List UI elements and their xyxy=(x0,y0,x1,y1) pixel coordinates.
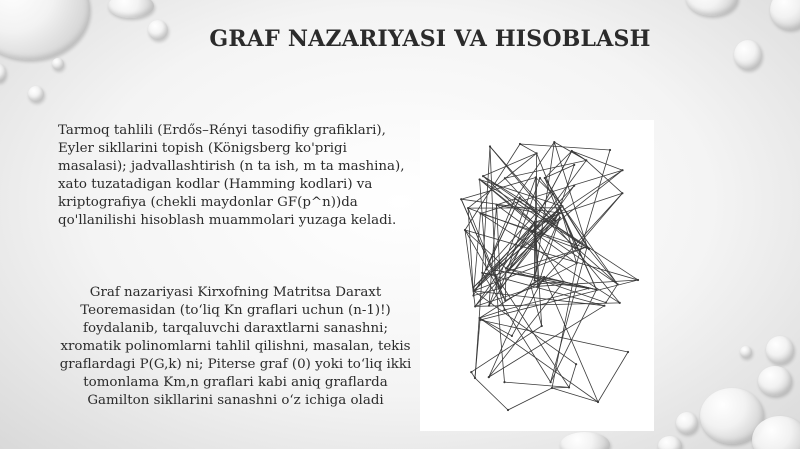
graph-vertex xyxy=(519,143,521,145)
graph-vertex xyxy=(541,325,543,327)
graph-edge xyxy=(572,151,623,170)
graph-edge xyxy=(489,306,605,377)
graph-vertex xyxy=(603,305,605,307)
water-drop-decoration xyxy=(676,412,698,434)
graph-vertex xyxy=(637,279,639,281)
water-drop-decoration xyxy=(0,64,6,82)
graph-vertex xyxy=(504,177,506,179)
graph-vertex xyxy=(503,381,505,383)
graph-vertex xyxy=(519,196,521,198)
graph-vertex xyxy=(533,221,535,223)
graph-vertex xyxy=(474,305,476,307)
graph-vertex xyxy=(588,248,590,250)
graph-vertex xyxy=(529,284,531,286)
graph-vertex xyxy=(588,287,590,289)
graph-vertex xyxy=(467,207,469,209)
water-drop-decoration xyxy=(740,346,752,358)
graph-vertex xyxy=(481,272,483,274)
graph-vertex xyxy=(504,300,506,302)
graph-vertex xyxy=(460,198,462,200)
graph-vertex xyxy=(537,285,539,287)
graph-vertex xyxy=(576,262,578,264)
graph-edge xyxy=(482,147,490,273)
graph-vertex xyxy=(472,286,474,288)
graph-edge xyxy=(520,144,537,153)
graph-edge xyxy=(508,388,552,410)
graph-vertex xyxy=(488,376,490,378)
graph-edge xyxy=(483,176,555,221)
water-drop-decoration xyxy=(766,336,794,364)
graph-edge xyxy=(552,388,598,402)
graph-vertex xyxy=(559,217,561,219)
water-drop-decoration xyxy=(28,86,44,102)
water-drop-decoration xyxy=(734,40,762,70)
water-drop-decoration xyxy=(686,0,738,16)
graph-edge xyxy=(540,178,563,206)
graph-vertex xyxy=(464,229,466,231)
graph-vertex xyxy=(586,246,588,248)
graph-vertex xyxy=(571,150,573,152)
graph-vertex xyxy=(507,270,509,272)
water-drop-decoration xyxy=(770,0,800,30)
graph-vertex xyxy=(535,176,537,178)
graph-vertex xyxy=(563,281,565,283)
graph-vertex xyxy=(561,205,563,207)
graph-vertex xyxy=(511,335,513,337)
slide-title: GRAF NAZARIYASI VA HISOBLASH xyxy=(209,26,651,52)
graph-vertex xyxy=(494,274,496,276)
graph-vertex xyxy=(479,212,481,214)
graph-edge xyxy=(486,199,515,270)
graph-vertex xyxy=(617,283,619,285)
graph-vertex xyxy=(573,185,575,187)
graph-edge xyxy=(505,382,570,387)
graph-vertex xyxy=(559,207,561,209)
water-drop-decoration xyxy=(0,0,90,60)
graph-edge xyxy=(480,280,638,320)
graph-vertex xyxy=(479,178,481,180)
graph-vertex xyxy=(514,198,516,200)
graph-vertex xyxy=(550,381,552,383)
graph-vertex xyxy=(474,377,476,379)
random-graph-image xyxy=(420,120,654,431)
graph-vertex xyxy=(479,319,481,321)
graph-vertex xyxy=(554,220,556,222)
graph-vertex xyxy=(473,290,475,292)
graph-vertex xyxy=(494,269,496,271)
graph-vertex xyxy=(505,267,507,269)
graph-vertex xyxy=(551,387,553,389)
graph-vertex xyxy=(552,193,554,195)
water-drop-decoration xyxy=(108,0,154,18)
graph-edge xyxy=(586,160,622,193)
graph-vertex xyxy=(575,363,577,365)
graph-vertex xyxy=(597,401,599,403)
graph-vertex xyxy=(595,289,597,291)
graph-vertex xyxy=(507,409,509,411)
graph-edges xyxy=(461,142,638,410)
graph-vertex xyxy=(482,175,484,177)
graph-vertex xyxy=(542,232,544,234)
random-graph-drawing xyxy=(420,120,654,431)
graph-vertex xyxy=(568,386,570,388)
paragraph-graph-theory: Graf nazariyasi Kirxofning Matritsa Daraxt Teoremasidan (toʻliq Kn graflari uchun (n-1)!) foydalanib, tarqaluvchi daraxtlarni sanashni; xromatik polinomlarni tahlil qilishni, masalan, tekis graflardagi P(G,k) ni; Piterse graf (0) yoki toʻliq ikki tomonlama Km,n graflari kabi aniq graflarda Gamilton sikllarini sanashni oʻz ichiga oladi xyxy=(59,285,412,408)
graph-vertex xyxy=(544,177,546,179)
graph-vertex xyxy=(553,141,555,143)
graph-vertex xyxy=(470,371,472,373)
graph-vertex xyxy=(489,145,491,147)
graph-vertex xyxy=(543,276,545,278)
graph-vertex xyxy=(605,302,607,304)
graph-vertex xyxy=(534,279,536,281)
graph-edge xyxy=(552,387,569,388)
graph-vertex xyxy=(609,149,611,151)
water-drop-decoration xyxy=(560,432,610,449)
graph-vertex xyxy=(488,305,490,307)
water-drop-decoration xyxy=(52,58,64,70)
graph-edge xyxy=(598,352,628,402)
graph-vertex xyxy=(627,351,629,353)
graph-edge xyxy=(505,288,589,310)
graph-vertex xyxy=(479,317,481,319)
graph-vertex xyxy=(585,159,587,161)
graph-edge xyxy=(475,378,508,410)
paragraph-applications: Tarmoq tahlili (Erdős–Rényi tasodifiy grafiklari), Eyler sikllarini topish (Königsberg ko'prigi masalasi); jadvallashtirish (n ta ish, m ta mashina), xato tuzatadigan kodlar (Hamming kodlari) va kriptografiya (chekli maydonlar GF(p^n))da qo'llanilishi hisoblash muammolari yuzaga keladi. xyxy=(58,123,405,228)
graph-vertex xyxy=(536,212,538,214)
graph-vertex xyxy=(485,268,487,270)
graph-vertex xyxy=(536,152,538,154)
graph-vertex xyxy=(621,169,623,171)
graph-vertex xyxy=(575,247,577,249)
graph-vertex xyxy=(573,164,575,166)
graph-edge xyxy=(520,144,610,150)
graph-vertex xyxy=(619,302,621,304)
graph-vertex xyxy=(530,231,532,233)
graph-vertex xyxy=(500,287,502,289)
water-drop-decoration xyxy=(758,366,792,396)
graph-vertex xyxy=(472,294,474,296)
graph-vertex xyxy=(503,309,505,311)
graph-vertex xyxy=(559,212,561,214)
graph-vertex xyxy=(621,192,623,194)
graph-vertex xyxy=(539,177,541,179)
graph-vertex xyxy=(496,204,498,206)
graph-edge xyxy=(475,320,480,378)
water-drop-decoration xyxy=(658,436,682,449)
